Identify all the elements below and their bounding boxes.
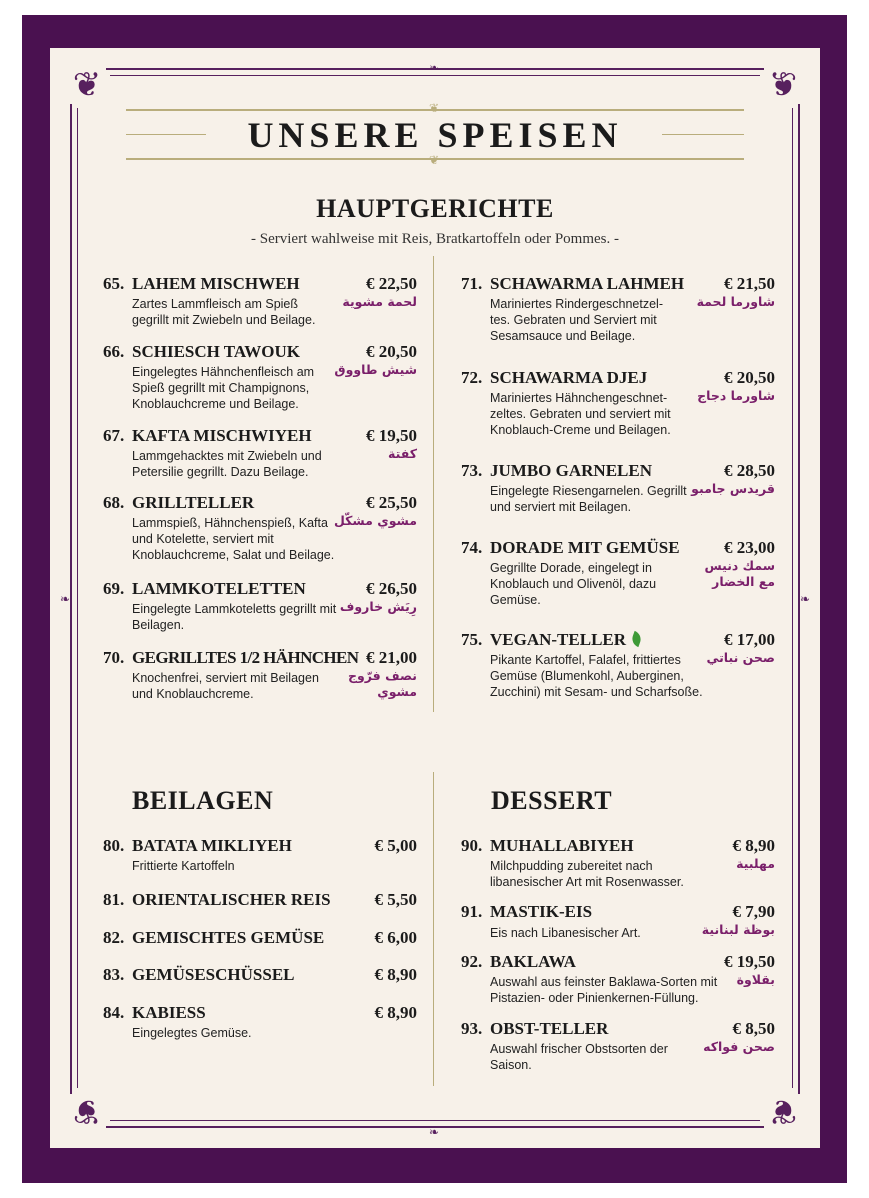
item-name: SCHAWARMA LAHMEH xyxy=(490,274,685,293)
item-number: 91. xyxy=(461,902,483,921)
item-number: 82. xyxy=(103,928,125,947)
item-price: € 25,50 xyxy=(366,493,417,512)
item-arabic-name: مشوي مشكّل xyxy=(334,513,417,528)
item-description: Eingelegte Riesengarnelen. Gegrillt und serviert mit Beilagen. xyxy=(490,484,687,514)
column-divider xyxy=(433,772,434,1086)
item-arabic-name: صحن فواكه xyxy=(703,1039,775,1054)
page-title: UNSERE SPEISEN xyxy=(247,115,623,155)
item-description: Frittierte Kartoffeln xyxy=(132,859,235,873)
item-name: ORIENTALISCHER REIS xyxy=(132,890,331,909)
item-price: € 19,50 xyxy=(366,426,417,445)
item-name: MASTIK-EIS xyxy=(490,902,593,921)
item-name: OBST-TELLER xyxy=(490,1019,609,1038)
item-price: € 21,00 xyxy=(366,648,417,667)
item-name: SCHAWARMA DJEJ xyxy=(490,368,648,387)
item-name: BATATA MIKLIYEH xyxy=(132,836,292,855)
title-ornament-icon: ❦ xyxy=(429,153,440,167)
item-name: DORADE MIT GEMÜSE xyxy=(490,538,680,557)
item-name: GEGRILLTES 1/2 HÄHNCHEN xyxy=(132,648,359,667)
border-right-inner xyxy=(792,108,793,1088)
item-name: BAKLAWA xyxy=(490,952,576,971)
item-arabic-name: نصف فرّوج مشوي xyxy=(348,668,417,699)
section-heading-beilagen: BEILAGEN xyxy=(132,786,274,815)
item-arabic-name: كفتة xyxy=(388,446,417,461)
item-description: Gegrillte Dorade, eingelegt in Knoblauch und Olivenöl, dazu Gemüse. xyxy=(490,561,657,607)
item-name: JUMBO GARNELEN xyxy=(490,461,652,480)
left-ornament-icon: ❧ xyxy=(60,592,71,606)
item-arabic-name: بقلاوة xyxy=(736,972,775,987)
corner-flourish-icon: ❦ xyxy=(768,65,798,105)
item-number: 74. xyxy=(461,538,483,557)
item-arabic-name: شيش طاووق xyxy=(334,362,417,377)
corner-flourish-icon: ❦ xyxy=(72,65,102,105)
item-number: 69. xyxy=(103,579,125,598)
item-number: 92. xyxy=(461,952,483,971)
title-ornament-icon: ❦ xyxy=(429,101,440,115)
item-number: 93. xyxy=(461,1019,483,1038)
item-name: GRILLTELLER xyxy=(132,493,255,512)
item-name: LAMMKOTELETTEN xyxy=(132,579,306,598)
corner-flourish-icon: ❦ xyxy=(768,1091,798,1131)
item-price: € 20,50 xyxy=(724,368,775,387)
item-name: LAHEM MISCHWEH xyxy=(132,274,300,293)
item-price: € 7,90 xyxy=(732,902,775,921)
right-ornament-icon: ❧ xyxy=(799,592,810,606)
item-number: 90. xyxy=(461,836,483,855)
section-subtitle: - Serviert wahlweise mit Reis, Bratkartoffeln oder Pommes. - xyxy=(251,231,619,247)
item-description: Knochenfrei, serviert mit Beilagen und Knoblauchcreme. xyxy=(132,671,319,701)
item-price: € 5,00 xyxy=(374,836,417,855)
item-arabic-name: شاورما دجاج xyxy=(697,388,775,403)
item-price: € 8,50 xyxy=(732,1019,775,1038)
item-description: Eingelegtes Gemüse. xyxy=(132,1026,252,1040)
border-left-inner xyxy=(77,108,78,1088)
item-description: Eis nach Libanesischer Art. xyxy=(490,926,641,940)
item-price: € 6,00 xyxy=(374,928,417,947)
item-description: Pikante Kartoffel, Falafel, frittiertes Gemüse (Blumenkohl, Auberginen, Zucchini) mit Sesam- und Scharfsoße. xyxy=(490,653,703,699)
item-name: SCHIESCH TAWOUK xyxy=(132,342,300,361)
item-description: Milchpudding zubereitet nach libanesischer Art mit Rosenwasser. xyxy=(490,859,684,889)
section-heading-hauptgerichte: HAUPTGERICHTE xyxy=(316,194,554,223)
item-description: Mariniertes Hähnchengeschnet-zeltes. Gebraten und serviert mit Knoblauch-Creme und Beilagen. xyxy=(490,391,671,437)
item-description: Eingelegtes Hähnchenfleisch am Spieß gegrillt mit Champignons, Knoblauchcreme und Beilage. xyxy=(132,365,315,411)
item-description: Lammspieß, Hähnchenspieß, Kafta und Kotelette, serviert mit Knoblauchcreme, Salat und Beilage. xyxy=(132,516,335,562)
item-price: € 19,50 xyxy=(724,952,775,971)
item-number: 81. xyxy=(103,890,125,909)
item-description: Eingelegte Lammkoteletts gegrillt mit Beilagen. xyxy=(132,602,337,632)
item-number: 80. xyxy=(103,836,125,855)
item-name xyxy=(490,630,641,650)
item-description: Mariniertes Rindergeschnetzel-tes. Gebraten und Serviert mit Sesamsauce und Beilage. xyxy=(490,297,663,343)
item-description: Zartes Lammfleisch am Spieß gegrillt mit Zwiebeln und Beilage. xyxy=(132,297,316,327)
column-divider xyxy=(433,256,434,712)
item-arabic-name: قريدس جامبو xyxy=(691,481,775,496)
item-number: 68. xyxy=(103,493,125,512)
item-arabic-name: شاورما لحمة xyxy=(696,294,775,309)
item-arabic-name: صحن نباتي xyxy=(706,650,775,665)
item-number: 73. xyxy=(461,461,483,480)
item-name: KAFTA MISCHWIYEH xyxy=(132,426,312,445)
section-heading-dessert: DESSERT xyxy=(491,786,613,815)
item-price: € 5,50 xyxy=(374,890,417,909)
menu-page xyxy=(50,48,820,1148)
item-arabic-name: لحمة مشوية xyxy=(342,294,417,309)
border-top-inner xyxy=(110,75,760,76)
item-arabic-name: سمك دنيس مع الخضار xyxy=(704,558,775,589)
item-number: 70. xyxy=(103,648,125,667)
item-price: € 8,90 xyxy=(374,1003,417,1022)
border-left xyxy=(70,104,72,1094)
item-number: 83. xyxy=(103,965,125,984)
item-arabic-name: مهلبية xyxy=(736,856,775,871)
item-number: 65. xyxy=(103,274,125,293)
item-description: Lammgehacktes mit Zwiebeln und Petersilie gegrillt. Dazu Beilage. xyxy=(132,449,322,479)
item-price: € 8,90 xyxy=(732,836,775,855)
item-price: € 28,50 xyxy=(724,461,775,480)
item-name: KABIESS xyxy=(132,1003,206,1022)
item-price: € 20,50 xyxy=(366,342,417,361)
item-number: 72. xyxy=(461,368,483,387)
item-price: € 22,50 xyxy=(366,274,417,293)
top-ornament-icon: ❧ xyxy=(429,61,440,75)
border-bottom-inner xyxy=(110,1120,760,1121)
item-name-text: VEGAN-TELLER xyxy=(490,630,627,649)
item-description: Auswahl aus feinster Baklawa-Sorten mit Pistazien- oder Pinienkernen-Füllung. xyxy=(490,975,718,1005)
corner-flourish-icon: ❦ xyxy=(72,1091,102,1131)
item-name: MUHALLABIYEH xyxy=(490,836,634,855)
item-description: Auswahl frischer Obstsorten der Saison. xyxy=(490,1042,668,1072)
item-number: 71. xyxy=(461,274,483,293)
item-arabic-name: رِيَش خاروف xyxy=(339,599,417,614)
bottom-ornament-icon: ❧ xyxy=(429,1125,440,1139)
item-number: 84. xyxy=(103,1003,125,1022)
item-price: € 26,50 xyxy=(366,579,417,598)
item-number: 66. xyxy=(103,342,125,361)
item-number: 67. xyxy=(103,426,125,445)
item-number: 75. xyxy=(461,630,483,649)
item-arabic-name: بوظة لبنانية xyxy=(701,922,775,937)
item-name: GEMISCHTES GEMÜSE xyxy=(132,928,325,947)
item-price: € 23,00 xyxy=(724,538,775,557)
item-price: € 21,50 xyxy=(724,274,775,293)
item-name: GEMÜSESCHÜSSEL xyxy=(132,965,295,984)
item-price: € 17,00 xyxy=(724,630,775,649)
item-price: € 8,90 xyxy=(374,965,417,984)
leaf-icon xyxy=(630,631,643,647)
